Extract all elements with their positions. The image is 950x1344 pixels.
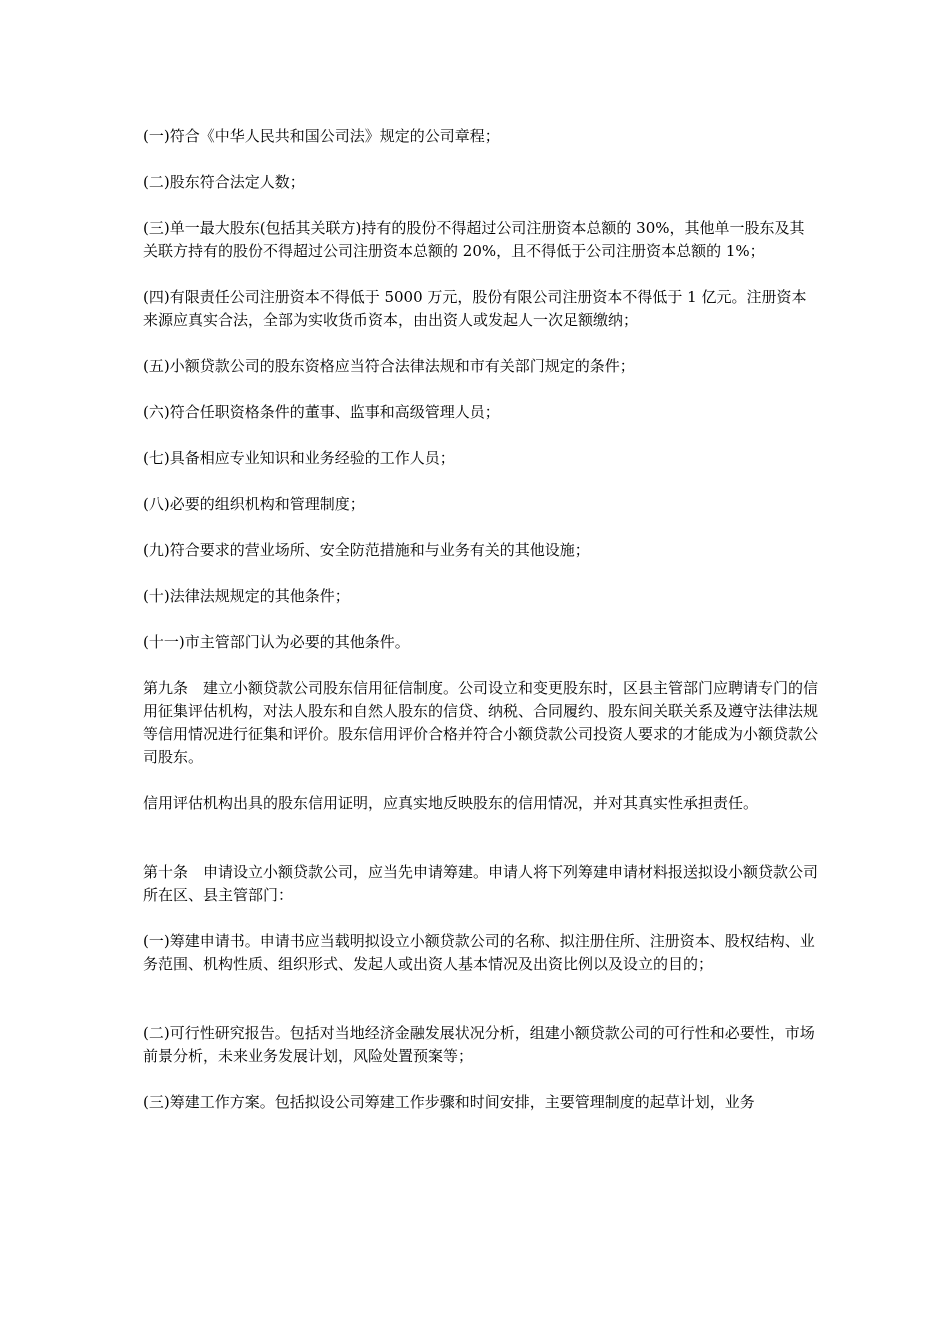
paragraph-clause-1-9: (九)符合要求的营业场所、安全防范措施和与业务有关的其他设施；	[143, 541, 590, 559]
paragraph-clause-1-1: (一)符合《中华人民共和国公司法》规定的公司章程；	[143, 127, 500, 145]
paragraph-clause-1-10: (十)法律法规规定的其他条件；	[143, 587, 350, 605]
article-10-paragraph: 第十条 申请设立小额贷款公司，应当先申请筹建。申请人将下列筹建申请材料报送拟设小额贷款公司所在区、县主管部门：	[143, 863, 819, 904]
document-body	[143, 125, 819, 1114]
paragraph-clause-2-2: (二)可行性研究报告。包括对当地经济金融发展状况分析，组建小额贷款公司的可行性和必要性，市场前景分析，未来业务发展计划，风险处置预案等；	[143, 1024, 815, 1065]
paragraph-clause-1-8: (八)必要的组织机构和管理制度；	[143, 495, 365, 513]
paragraph-clause-1-7: (七)具备相应专业知识和业务经验的工作人员；	[143, 449, 455, 467]
paragraph-clause-1-3: (三)单一最大股东(包括其关联方)持有的股份不得超过公司注册资本总额的 30%，其他单一股东及其关联方持有的股份不得超过公司注册资本总额的 20%，且不得低于公司注册资本总额的 1%；	[143, 219, 805, 260]
article-9-credit-paragraph: 信用评估机构出具的股东信用证明，应真实地反映股东的信用情况，并对其真实性承担责任。	[143, 794, 759, 812]
paragraph-clause-2-1: (一)筹建申请书。申请书应当载明拟设立小额贷款公司的名称、拟注册住所、注册资本、股权结构、业务范围、机构性质、组织形式、发起人或出资人基本情况及出资比例以及设立的目的；	[143, 932, 815, 973]
paragraph-clause-2-3: (三)筹建工作方案。包括拟设公司筹建工作步骤和时间安排，主要管理制度的起草计划，业务	[143, 1093, 755, 1111]
paragraph-clause-1-4: (四)有限责任公司注册资本不得低于 5000 万元，股份有限公司注册资本不得低于 1 亿元。注册资本来源应真实合法，全部为实收货币资本，由出资人或发起人一次足额缴纳；	[143, 288, 807, 329]
paragraph-clause-1-6: (六)符合任职资格条件的董事、监事和高级管理人员；	[143, 403, 500, 421]
paragraph-clause-1-5: (五)小额贷款公司的股东资格应当符合法律法规和市有关部门规定的条件；	[143, 357, 635, 375]
article-9-paragraph: 第九条 建立小额贷款公司股东信用征信制度。公司设立和变更股东时，区县主管部门应聘请专门的信用征集评估机构，对法人股东和自然人股东的信贷、纳税、合同履约、股东间关联关系及遵守法律法规等信用情况进行征集和评价。股东信用评价合格并符合小额贷款公司投资人要求的才能成为小额贷款公司股东。	[143, 679, 819, 766]
paragraph-clause-1-11: (十一)市主管部门认为必要的其他条件。	[143, 633, 410, 651]
paragraph-clause-1-2: (二)股东符合法定人数；	[143, 173, 305, 191]
